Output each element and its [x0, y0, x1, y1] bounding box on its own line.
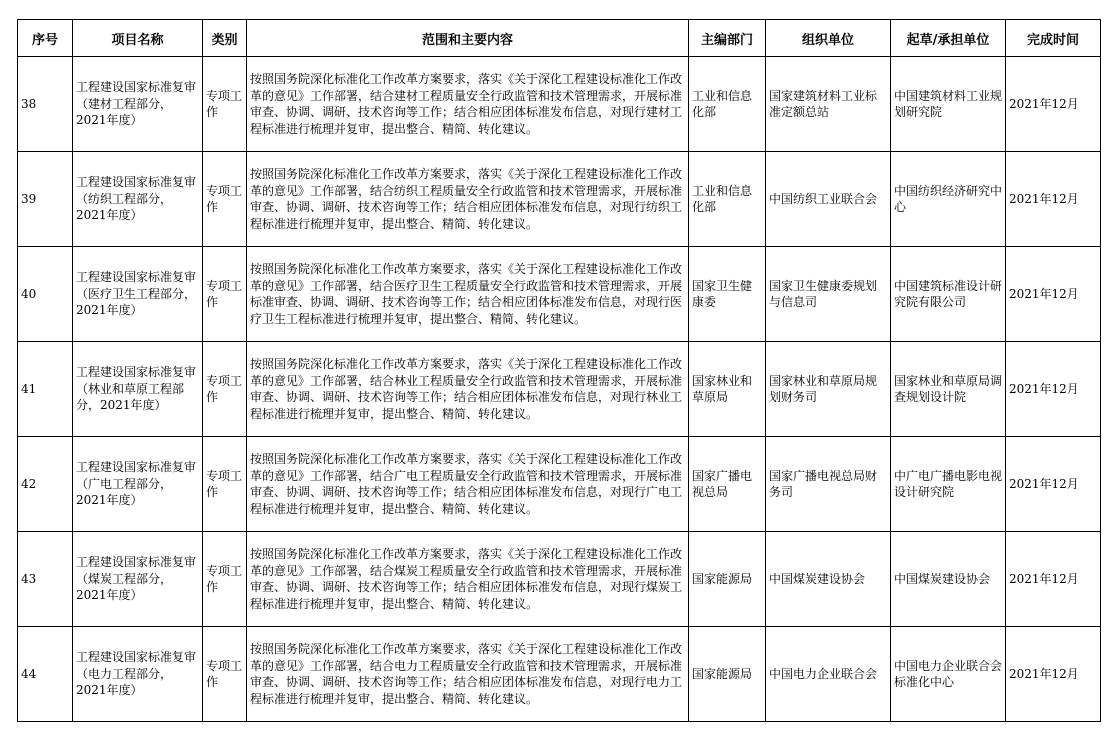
cell-time: 2021年12月: [1006, 57, 1101, 152]
cell-dept: 国家卫生健康委: [689, 247, 766, 342]
cell-time: 2021年12月: [1006, 152, 1101, 247]
cell-name: 工程建设国家标准复审（医疗卫生工程部分，2021年度）: [73, 247, 203, 342]
header-no: 序号: [18, 20, 73, 57]
cell-time: 2021年12月: [1006, 342, 1101, 437]
table-row: [18, 57, 1101, 152]
cell-type: 专项工作: [203, 57, 247, 152]
cell-name: 工程建设国家标准复审（广电工程部分，2021年度）: [73, 437, 203, 532]
cell-org: 中国电力企业联合会: [766, 627, 891, 722]
header-scope: 范围和主要内容: [247, 20, 689, 57]
cell-type: 专项工作: [203, 247, 247, 342]
cell-org: 国家林业和草原局规划财务司: [766, 342, 891, 437]
cell-draft: 中国煤炭建设协会: [891, 532, 1006, 627]
cell-no: 43: [18, 532, 73, 627]
table-row: [18, 437, 1101, 532]
cell-draft: 中国纺织经济研究中心: [891, 152, 1006, 247]
cell-org: 国家卫生健康委规划与信息司: [766, 247, 891, 342]
cell-type: 专项工作: [203, 437, 247, 532]
cell-type: 专项工作: [203, 627, 247, 722]
header-row: [18, 20, 1101, 57]
table-row: [18, 627, 1101, 722]
cell-name: 工程建设国家标准复审（建材工程部分，2021年度）: [73, 57, 203, 152]
header-org: 组织单位: [766, 20, 891, 57]
cell-org: 国家建筑材料工业标准定额总站: [766, 57, 891, 152]
cell-dept: 国家林业和草原局: [689, 342, 766, 437]
cell-dept: 国家能源局: [689, 532, 766, 627]
cell-dept: 工业和信息化部: [689, 152, 766, 247]
cell-scope: 按照国务院深化标准化工作改革方案要求，落实《关于深化工程建设标准化工作改革的意见》工作部署，结合电力工程质量安全行政监管和技术管理需求，开展标准审查、协调、调研、技术咨询等工作；结合相应团体标准发布信息，对现行电力工程标准进行梳理并复审，提出整合、精简、转化建议。: [247, 627, 689, 722]
cell-time: 2021年12月: [1006, 437, 1101, 532]
cell-scope: 按照国务院深化标准化工作改革方案要求，落实《关于深化工程建设标准化工作改革的意见》工作部署，结合广电工程质量安全行政监管和技术管理需求，开展标准审查、协调、调研、技术咨询等工作；结合相应团体标准发布信息，对现行广电工程标准进行梳理并复审，提出整合、精简、转化建议。: [247, 437, 689, 532]
cell-time: 2021年12月: [1006, 532, 1101, 627]
cell-no: 42: [18, 437, 73, 532]
table-row: [18, 342, 1101, 437]
cell-draft: 中国建筑材料工业规划研究院: [891, 57, 1006, 152]
cell-name: 工程建设国家标准复审（林业和草原工程部分，2021年度）: [73, 342, 203, 437]
cell-dept: 国家能源局: [689, 627, 766, 722]
header-draft: 起草/承担单位: [891, 20, 1006, 57]
cell-time: 2021年12月: [1006, 247, 1101, 342]
cell-no: 44: [18, 627, 73, 722]
cell-name: 工程建设国家标准复审（电力工程部分，2021年度）: [73, 627, 203, 722]
cell-dept: 工业和信息化部: [689, 57, 766, 152]
cell-no: 39: [18, 152, 73, 247]
cell-no: 40: [18, 247, 73, 342]
cell-draft: 中国建筑标准设计研究院有限公司: [891, 247, 1006, 342]
header-name: 项目名称: [73, 20, 203, 57]
cell-name: 工程建设国家标准复审（纺织工程部分，2021年度）: [73, 152, 203, 247]
cell-time: 2021年12月: [1006, 627, 1101, 722]
cell-scope: 按照国务院深化标准化工作改革方案要求，落实《关于深化工程建设标准化工作改革的意见》工作部署，结合煤炭工程质量安全行政监管和技术管理需求，开展标准审查、协调、调研、技术咨询等工作；结合相应团体标准发布信息，对现行煤炭工程标准进行梳理并复审，提出整合、精简、转化建议。: [247, 532, 689, 627]
cell-draft: 国家林业和草原局调查规划设计院: [891, 342, 1006, 437]
cell-scope: 按照国务院深化标准化工作改革方案要求，落实《关于深化工程建设标准化工作改革的意见》工作部署，结合林业工程质量安全行政监管和技术管理需求，开展标准审查、协调、调研、技术咨询等工作；结合相应团体标准发布信息，对现行林业工程标准进行梳理并复审，提出整合、精简、转化建议。: [247, 342, 689, 437]
table-row: [18, 532, 1101, 627]
cell-org: 国家广播电视总局财务司: [766, 437, 891, 532]
table-row: [18, 152, 1101, 247]
header-dept: 主编部门: [689, 20, 766, 57]
cell-scope: 按照国务院深化标准化工作改革方案要求，落实《关于深化工程建设标准化工作改革的意见》工作部署，结合医疗卫生工程质量安全行政监管和技术管理需求，开展标准审查、协调、调研、技术咨询等工作；结合相应团体标准发布信息，对现行医疗卫生工程标准进行梳理并复审，提出整合、精简、转化建议。: [247, 247, 689, 342]
cell-org: 中国纺织工业联合会: [766, 152, 891, 247]
cell-draft: 中国电力企业联合会标准化中心: [891, 627, 1006, 722]
cell-scope: 按照国务院深化标准化工作改革方案要求，落实《关于深化工程建设标准化工作改革的意见》工作部署，结合建材工程质量安全行政监管和技术管理需求，开展标准审查、协调、调研、技术咨询等工作；结合相应团体标准发布信息，对现行建材工程标准进行梳理并复审，提出整合、精简、转化建议。: [247, 57, 689, 152]
standards-plan-table: [17, 19, 1101, 722]
cell-type: 专项工作: [203, 342, 247, 437]
cell-type: 专项工作: [203, 152, 247, 247]
cell-no: 38: [18, 57, 73, 152]
cell-scope: 按照国务院深化标准化工作改革方案要求，落实《关于深化工程建设标准化工作改革的意见》工作部署，结合纺织工程质量安全行政监管和技术管理需求，开展标准审查、协调、调研、技术咨询等工作；结合相应团体标准发布信息，对现行纺织工程标准进行梳理并复审，提出整合、精简、转化建议。: [247, 152, 689, 247]
header-type: 类别: [203, 20, 247, 57]
table-row: [18, 247, 1101, 342]
cell-dept: 国家广播电视总局: [689, 437, 766, 532]
cell-name: 工程建设国家标准复审（煤炭工程部分，2021年度）: [73, 532, 203, 627]
cell-type: 专项工作: [203, 532, 247, 627]
cell-draft: 中广电广播电影电视设计研究院: [891, 437, 1006, 532]
cell-no: 41: [18, 342, 73, 437]
cell-org: 中国煤炭建设协会: [766, 532, 891, 627]
header-time: 完成时间: [1006, 20, 1101, 57]
